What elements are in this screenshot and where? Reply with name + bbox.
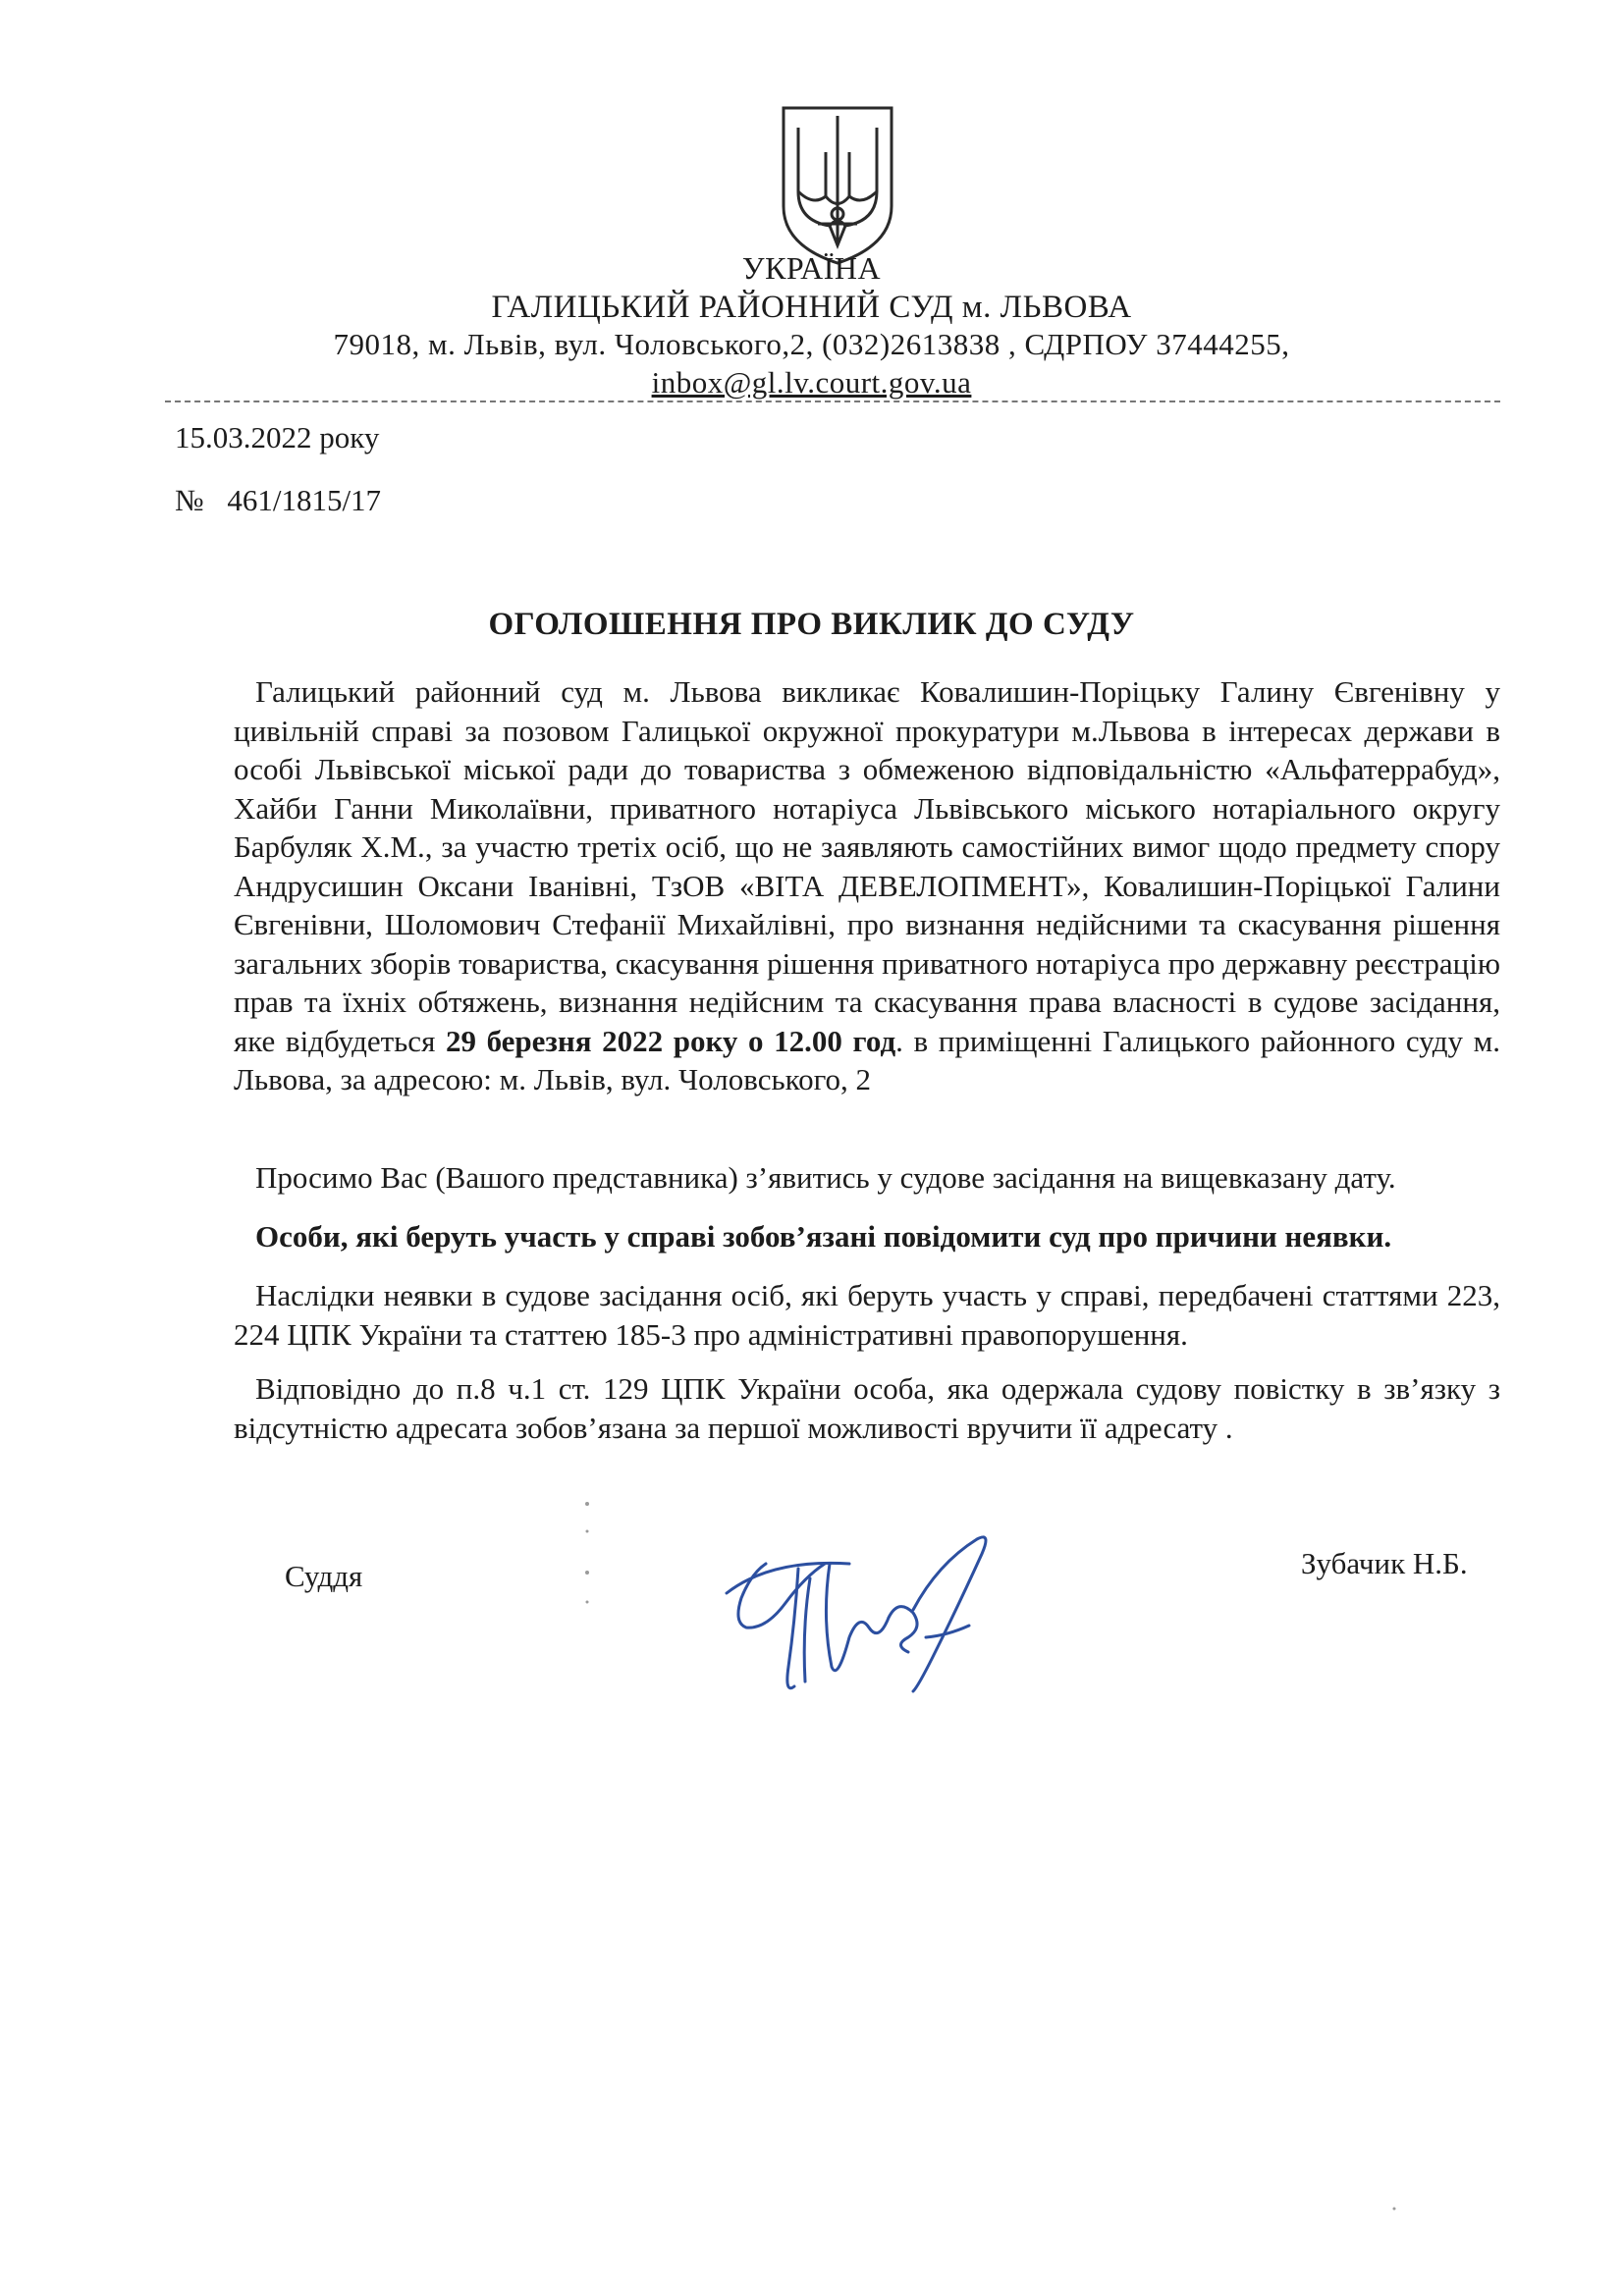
court-name: ГАЛИЦЬКИЙ РАЙОННИЙ СУД м. ЛЬВОВА [491,290,1132,325]
obligation-notice: Особи, якi беруть участь у справi зобов’язанi повiдомити суд про причини неявки. [255,1219,1392,1254]
document-date: 15.03.2022 року [175,420,380,454]
court-email-line [0,365,1623,400]
document-title: ОГОЛОШЕННЯ ПРО ВИКЛИК ДО СУДУ [488,607,1135,642]
appearance-request: Просимо Вас (Вашого представника) з’явитись у судове засiдання на вищевказану дату. [255,1160,1396,1195]
hearing-datetime: 29 березня 2022 року о 12.00 год [445,1023,896,1058]
summons-text-part-2: . в примiщеннi Галицького районного суду м. Львова, за адресою: м. Львiв, вул. Чоловського, 2 [234,1023,1500,1096]
consequences-notice: Наслiдки неявки в судове засiдання осiб, якi беруть участь у справi, передбаченi статтями 223, 224 ЦПК України та статтею 185-3 про адмiнiстративнi правопорушення. [234,1278,1500,1352]
country-name: УКРАЇНА [741,250,882,286]
case-number: 461/1815/17 [227,483,382,517]
judge-name: Зубачик Н.Б. [1301,1546,1468,1580]
summons-text-part-1: Галицький районний суд м. Львова викликає Ковалишин-Порiцьку Галину Євгенiвну у цивiльнiй справi за позовом Галицької окружної прокуратури м.Львова в iнтересах держави в особi Львiвської мiської ради до товариства з обмеженою вiдповiдальнiстю «Альфатеррабуд», Хайби Ганни Миколаївни, приватного нотарiуса Львiвського мiського нотарiального округу Барбуляк Х.М., за участю третiх осiб, що не заявляють самостiйних вимог щодо предмету спору Андрусишин Оксани Iванiвнi, ТзОВ «ВIТА ДЕВЕЛОПМЕНТ», Ковалишин-Порiцької Галини Євгенiвни, Шоломович Стефанiї Михайлiвнi, про визнання недiйсними та скасування рiшення загальних зборiв товариства, скасування рiшення приватного нотарiуса про державну реєстрацiю прав та їхнiх обтяжень, визнання недiйсним та скасування права власностi в судове засiдання, яке вiдбудеться [234,674,1500,1058]
article-notice: Вiдповiдно до п.8 ч.1 ст. 129 ЦПК України особа, яка одержала судову повiстку в зв’язку з вiдсутнiстю адресата зобов’язана за першої можливостi вручити її адресату . [234,1371,1500,1445]
summons-paragraph [234,672,1500,1099]
judge-signature [712,1520,1026,1711]
court-address: 79018, м. Львів, вул. Чоловського,2, (032)2613838 , СДРПОУ 37444255, [333,327,1290,361]
court-email-link[interactable]: inbox@gl.lv.court.gov.ua [651,365,972,400]
case-number-line [175,483,381,518]
trident-coat-of-arms-icon [769,98,906,270]
number-sign: № [175,483,204,517]
header-divider [165,400,1500,402]
judge-role-label: Суддя [285,1559,363,1593]
